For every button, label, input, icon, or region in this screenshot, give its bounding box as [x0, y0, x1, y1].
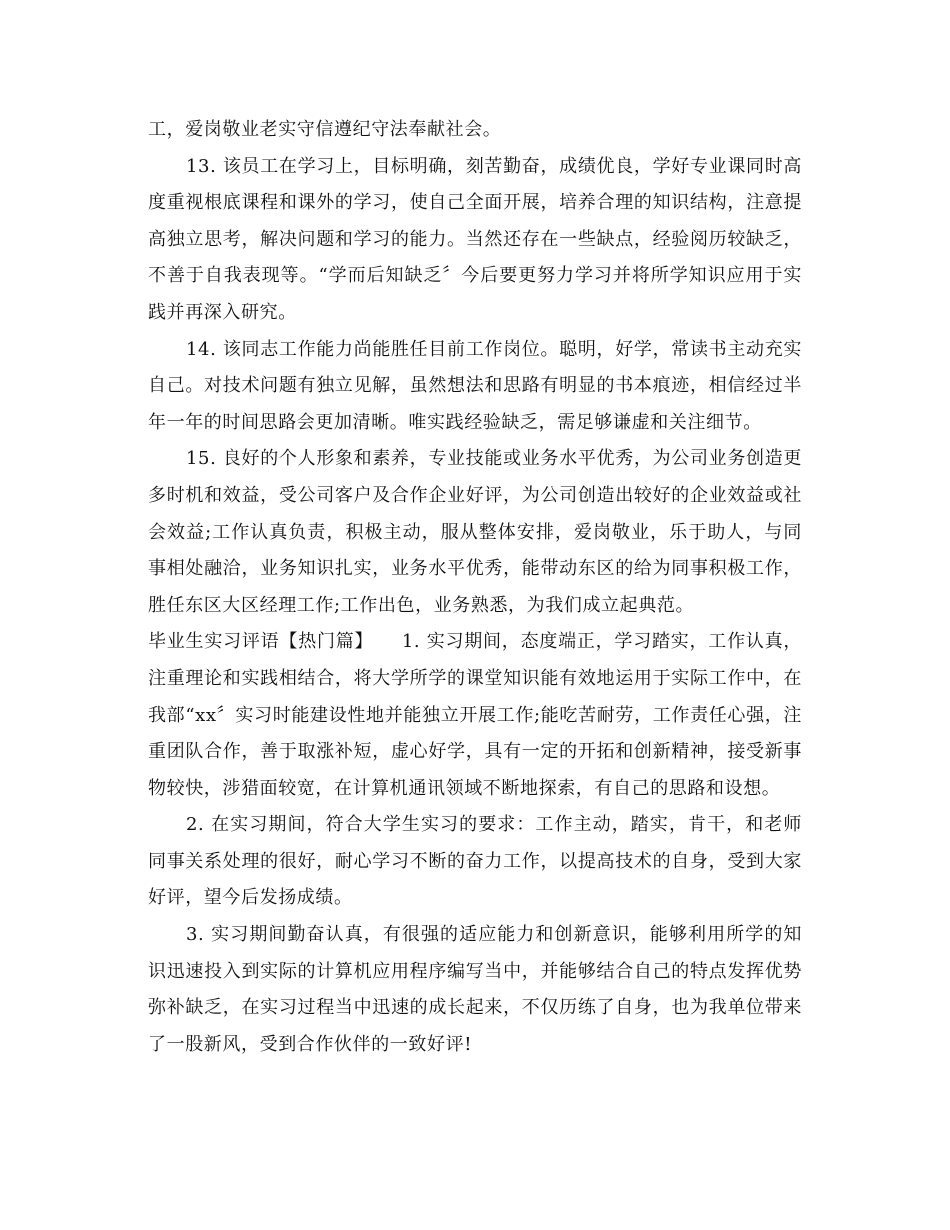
paragraph-15: 15. 良好的个人形象和素养，专业技能或业务水平优秀，为公司业务创造更多时机和效益，受公司客户及合作企业好评，为公司创造出较好的企业效益或社会效益;工作认真负责，积极主动，服从整体安排，爱岗敬业，乐于助人，与同事相处融洽，业务知识扎实，业务水平优秀，能带动东区的给为同事积极工作，胜任东区大区经理工作;工作出色，业务熟悉，为我们成立起典范。	[148, 448, 802, 616]
paragraph-2: 2. 在实习期间，符合大学生实习的要求：工作主动，踏实，肯干，和老师同事关系处理的很好，耐心学习不断的奋力工作，以提高技术的自身，受到大家好评，望今后发扬成绩。	[148, 814, 802, 909]
document-body	[148, 112, 802, 1063]
paragraph-3: 3. 实习期间勤奋认真，有很强的适应能力和创新意识，能够利用所学的知识迅速投入到实际的计算机应用程序编写当中，并能够结合自己的特点发挥优势弥补缺乏，在实习过程当中迅速的成长起来，不仅历练了自身，也为我单位带来了一股新风，受到合作伙伴的一致好评!	[148, 924, 802, 1055]
paragraph-13: 13. 该员工在学习上，目标明确，刻苦勤奋，成绩优良，学好专业课同时高度重视根底课程和课外的学习，使自己全面开展，培养合理的知识结构，注意提高独立思考，解决问题和学习的能力。当然还存在一些缺点，经验阅历较缺乏，不善于自我表现等。“学而后知缺乏〞今后要更努力学习并将所学知识应用于实践并再深入研究。	[148, 155, 802, 323]
paragraph-hot-section: 毕业生实习评语【热门篇】 1. 实习期间，态度端正，学习踏实，工作认真，注重理论和实践相结合，将大学所学的课堂知识能有效地运用于实际工作中，在我部“xx〞实习时能建设性地并能独立开展工作;能吃苦耐劳，工作责任心强，注重团队合作，善于取涨补短，虚心好学，具有一定的开拓和创新精神，接受新事物较快，涉猎面较宽，在计算机通讯领域不断地探索，有自己的思路和设想。	[148, 631, 802, 799]
paragraph-continuation: 工，爱岗敬业老实守信遵纪守法奉献社会。	[148, 119, 502, 140]
paragraph-14: 14. 该同志工作能力尚能胜任目前工作岗位。聪明，好学，常读书主动充实自己。对技术问题有独立见解，虽然想法和思路有明显的书本痕迹，相信经过半年一年的时间思路会更加清晰。唯实践经验缺乏，需足够谦虚和关注细节。	[148, 338, 802, 433]
